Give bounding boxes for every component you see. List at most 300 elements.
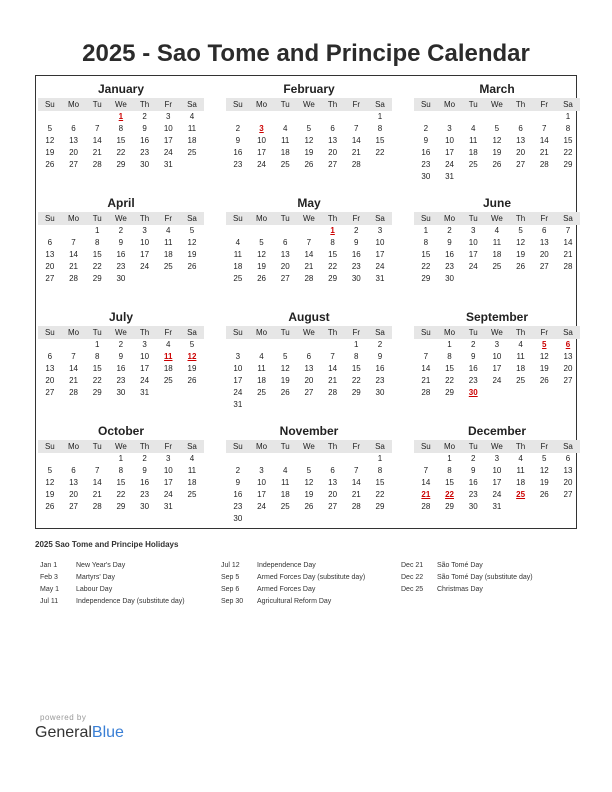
day-cell: 10 [233,364,243,373]
weekday-label: We [114,328,127,337]
day-cell: 24 [445,160,454,169]
weekday-label: Fr [352,100,361,109]
empty-day-cell [556,387,580,399]
day-cell: 19 [304,148,314,157]
day-cell: 20 [45,376,55,385]
weekday-label: Su [232,328,243,337]
day-cell: 2 [142,454,147,463]
day-cell: 7 [330,352,335,361]
holiday-list-item [40,596,185,608]
empty-day-cell [344,453,368,465]
week-row [226,273,392,285]
holiday-list-column [401,560,533,596]
week-row [226,387,392,399]
day-cell: 4 [166,226,171,235]
day-cell: 21 [351,490,361,499]
day-cell: 11 [469,136,478,145]
day-cell: 16 [468,478,478,487]
day-cell: 1 [447,454,452,463]
day-cell: 23 [116,262,126,271]
day-cell: 6 [71,466,76,475]
week-row [226,453,392,465]
day-cell: 13 [516,136,526,145]
week-row [226,111,392,123]
empty-day-cell [461,111,485,123]
day-cell: 29 [421,274,431,283]
holiday-name: Christmas Day [437,586,483,593]
day-cell: 26 [539,490,549,499]
day-cell: 18 [516,364,526,373]
day-cell: 13 [45,364,55,373]
weekday-label: Tu [92,442,102,451]
day-cell: 12 [187,238,197,247]
holiday-list-item [221,584,365,596]
week-row [226,135,392,147]
weekday-label: Sa [187,442,197,451]
day-cell: 5 [306,124,312,133]
weekday-label: Fr [164,214,173,223]
holiday-name: Labour Day [76,586,113,593]
day-cell: 12 [280,364,290,373]
empty-day-cell [273,339,297,351]
weekday-label: Sa [563,328,573,337]
day-cell: 11 [281,136,290,145]
day-cell: 24 [233,388,243,397]
month-may [226,195,392,285]
day-cell: 20 [304,376,314,385]
day-cell: 4 [235,238,241,247]
day-cell: 29 [563,160,573,169]
week-row [38,225,204,237]
week-row [226,513,392,525]
day-cell: 2 [118,226,124,235]
day-cell: 12 [257,250,266,259]
weekday-header [414,98,580,111]
empty-day-cell [250,225,274,237]
day-cell: 1 [354,340,359,349]
day-cell: 5 [259,238,264,247]
week-row [226,399,392,411]
day-cell: 14 [92,478,102,487]
day-cell: 26 [187,262,197,271]
day-cell: 7 [71,238,76,247]
empty-day-cell [273,225,297,237]
weekday-label: Mo [443,100,456,109]
empty-day-cell [368,399,392,411]
day-cell: 28 [351,502,361,511]
week-row [414,237,580,249]
week-row [414,111,580,123]
day-cell: 9 [423,136,429,145]
day-cell: 2 [470,454,476,463]
day-cell: 20 [563,364,573,373]
day-cell: 24 [140,376,150,385]
weekday-label: Fr [352,442,361,451]
holiday-date: Feb 3 [40,574,58,581]
day-cell: 7 [423,352,429,361]
day-cell: 7 [94,124,100,133]
holiday-day-cell: 30 [468,388,478,397]
day-cell: 18 [187,136,197,145]
weekday-label: Mo [255,328,268,337]
weekday-label: Sa [187,214,197,223]
day-cell: 18 [492,250,502,259]
empty-day-cell [62,111,86,123]
day-cell: 1 [423,226,429,235]
brand-logo[interactable] [35,724,124,742]
empty-day-cell [532,111,556,123]
day-cell: 9 [118,238,124,247]
day-cell: 21 [92,490,102,499]
weekday-label: Tu [92,100,102,109]
week-row [226,249,392,261]
day-cell: 24 [492,376,502,385]
day-cell: 11 [516,466,525,475]
week-row [414,339,580,351]
holiday-date: Jul 11 [40,598,59,605]
day-cell: 25 [492,262,502,271]
day-cell: 7 [71,352,76,361]
day-cell: 14 [69,364,78,373]
day-cell: 1 [94,226,100,235]
empty-day-cell [250,111,274,123]
month-november [226,423,392,525]
day-cell: 23 [445,262,454,271]
day-cell: 23 [421,160,431,169]
holiday-date: May 1 [40,586,60,593]
empty-day-cell [321,339,345,351]
week-row [38,249,204,261]
day-cell: 15 [445,364,454,373]
weekday-label: Tu [468,328,478,337]
day-cell: 15 [116,136,126,145]
day-cell: 14 [328,364,338,373]
day-cell: 3 [494,454,500,463]
day-cell: 26 [492,160,502,169]
day-cell: 4 [494,226,500,235]
empty-day-cell [532,501,556,513]
day-cell: 7 [565,226,571,235]
day-cell: 5 [47,466,53,475]
day-cell: 27 [280,274,290,283]
day-cell: 5 [189,226,195,235]
day-cell: 13 [328,136,338,145]
day-cell: 7 [354,124,359,133]
day-cell: 5 [542,454,547,463]
day-cell: 13 [69,136,78,145]
week-row [414,273,580,285]
week-row [38,363,204,375]
day-cell: 30 [445,274,454,283]
empty-day-cell [250,453,274,465]
weekday-label: Su [420,442,431,451]
weekday-label: Mo [255,214,268,223]
day-cell: 4 [259,352,264,361]
empty-day-cell [38,225,62,237]
page-title: 2025 - Sao Tome and Principe Calendar [82,40,530,67]
empty-day-cell [532,273,556,285]
day-cell: 2 [423,124,429,133]
day-cell: 30 [375,388,385,397]
day-cell: 3 [377,226,383,235]
holiday-date: Jan 1 [40,562,58,569]
day-cell: 16 [233,490,243,499]
month-august [226,309,392,411]
day-cell: 19 [304,490,314,499]
day-cell: 20 [69,148,78,157]
empty-day-cell [509,273,533,285]
day-cell: 17 [163,136,173,145]
weekday-header [226,326,392,339]
empty-day-cell [85,111,109,123]
day-cell: 24 [163,490,173,499]
day-cell: 26 [257,274,266,283]
holiday-day-cell: 1 [118,112,124,121]
week-row [414,387,580,399]
week-row [226,351,392,363]
day-cell: 1 [565,112,571,121]
empty-day-cell [485,111,509,123]
weekday-label: Th [327,100,338,109]
week-row [414,351,580,363]
day-cell: 6 [542,226,547,235]
day-cell: 22 [116,490,126,499]
weekday-label: Fr [352,328,361,337]
day-cell: 29 [351,388,361,397]
empty-day-cell [226,339,250,351]
weekday-label: Sa [563,214,573,223]
week-row [414,249,580,261]
day-cell: 6 [518,124,523,133]
weekday-label: Tu [468,100,478,109]
day-cell: 12 [304,136,314,145]
day-cell: 22 [351,376,361,385]
weekday-header [414,326,580,339]
day-cell: 25 [468,160,478,169]
weekday-label: Su [44,100,55,109]
day-cell: 19 [280,376,290,385]
day-cell: 8 [447,466,452,475]
day-cell: 28 [69,388,78,397]
empty-day-cell [226,111,250,123]
month-april [38,195,204,285]
day-cell: 28 [421,502,431,511]
day-cell: 24 [163,148,173,157]
day-cell: 10 [468,238,478,247]
day-cell: 21 [92,148,102,157]
day-cell: 20 [539,250,549,259]
week-row [38,375,204,387]
day-cell: 22 [328,262,338,271]
day-cell: 14 [351,136,361,145]
day-cell: 5 [189,340,195,349]
weekday-label: Th [515,214,526,223]
day-cell: 22 [92,262,102,271]
day-cell: 14 [304,250,314,259]
day-cell: 30 [116,274,126,283]
weekday-label: Mo [67,442,80,451]
day-cell: 28 [304,274,314,283]
weekday-header [38,212,204,225]
week-row [226,501,392,513]
day-cell: 14 [539,136,549,145]
day-cell: 24 [468,262,478,271]
day-cell: 2 [235,466,241,475]
holiday-date: Sep 5 [221,574,240,581]
day-cell: 9 [235,478,241,487]
holiday-day-cell: 6 [565,340,571,349]
weekday-label: Tu [92,214,102,223]
day-cell: 16 [421,148,431,157]
empty-day-cell [62,453,86,465]
day-cell: 27 [328,502,338,511]
weekday-label: We [302,328,315,337]
week-row [38,465,204,477]
weekday-label: Sa [375,328,385,337]
week-row [414,453,580,465]
month-january [38,81,204,171]
holiday-list-item [401,584,533,596]
day-cell: 10 [257,478,266,487]
holiday-date: Sep 30 [221,598,244,605]
month-name: November [279,424,339,438]
week-row [38,477,204,489]
day-cell: 23 [468,376,478,385]
day-cell: 12 [45,478,55,487]
month-december [414,423,580,513]
weekday-label: Su [44,214,55,223]
day-cell: 16 [351,250,361,259]
day-cell: 18 [257,376,266,385]
day-cell: 1 [118,454,124,463]
weekday-label: Th [139,328,150,337]
weekday-label: Tu [280,442,290,451]
day-cell: 27 [539,262,549,271]
week-row [38,273,204,285]
week-row [414,465,580,477]
day-cell: 21 [563,250,573,259]
day-cell: 23 [116,376,126,385]
weekday-label: Sa [563,442,573,451]
week-row [226,489,392,501]
day-cell: 15 [375,136,385,145]
day-cell: 29 [92,388,102,397]
empty-day-cell [461,171,485,183]
weekday-label: Th [139,100,150,109]
weekday-label: Mo [255,442,268,451]
day-cell: 27 [516,160,526,169]
day-cell: 15 [351,364,361,373]
holiday-list-item [221,572,365,584]
day-cell: 27 [304,388,314,397]
day-cell: 10 [492,352,502,361]
day-cell: 16 [375,364,385,373]
day-cell: 29 [445,388,454,397]
day-cell: 23 [233,502,243,511]
day-cell: 26 [280,388,290,397]
empty-day-cell [273,399,297,411]
empty-day-cell [321,453,345,465]
empty-day-cell [156,387,180,399]
holiday-day-cell: 12 [187,352,197,361]
day-cell: 18 [163,250,173,259]
empty-day-cell [532,171,556,183]
week-row [38,339,204,351]
weekday-label: Th [515,328,526,337]
empty-day-cell [485,171,509,183]
day-cell: 28 [351,160,361,169]
day-cell: 5 [518,226,523,235]
day-cell: 10 [257,136,266,145]
holiday-name: São Tomé Day (substitute day) [437,574,533,581]
week-row [38,351,204,363]
empty-day-cell [38,339,62,351]
month-name: January [97,82,145,96]
day-cell: 23 [375,376,385,385]
empty-day-cell [485,273,509,285]
day-cell: 30 [421,172,431,181]
weekday-label: We [114,100,127,109]
day-cell: 12 [516,238,526,247]
day-cell: 26 [45,160,55,169]
weekday-label: We [490,442,503,451]
day-cell: 16 [116,250,126,259]
day-cell: 25 [187,148,197,157]
empty-day-cell [156,273,180,285]
day-cell: 27 [328,160,338,169]
day-cell: 29 [375,502,385,511]
day-cell: 31 [492,502,502,511]
day-cell: 19 [257,262,266,271]
day-cell: 26 [45,502,55,511]
day-cell: 3 [235,352,241,361]
day-cell: 4 [189,454,195,463]
week-row [38,489,204,501]
day-cell: 13 [45,250,55,259]
day-cell: 13 [563,352,573,361]
day-cell: 10 [163,124,173,133]
day-cell: 28 [92,502,102,511]
day-cell: 8 [377,466,383,475]
day-cell: 5 [306,466,312,475]
day-cell: 28 [563,262,573,271]
day-cell: 20 [328,148,338,157]
empty-day-cell [368,159,392,171]
week-row [414,171,580,183]
empty-day-cell [321,111,345,123]
day-cell: 15 [445,478,454,487]
weekday-label: Mo [67,328,80,337]
day-cell: 9 [470,466,476,475]
week-row [226,375,392,387]
day-cell: 11 [257,364,266,373]
weekday-label: Su [232,442,243,451]
day-cell: 7 [354,466,359,475]
weekday-label: Sa [375,214,385,223]
day-cell: 4 [189,112,195,121]
holiday-list-item [221,596,365,608]
day-cell: 4 [518,340,523,349]
weekday-label: We [490,214,503,223]
holiday-date: Dec 25 [401,586,424,593]
day-cell: 16 [140,136,150,145]
day-cell: 17 [140,250,150,259]
week-row [38,111,204,123]
day-cell: 2 [118,340,124,349]
week-row [414,375,580,387]
day-cell: 7 [542,124,547,133]
week-row [38,453,204,465]
